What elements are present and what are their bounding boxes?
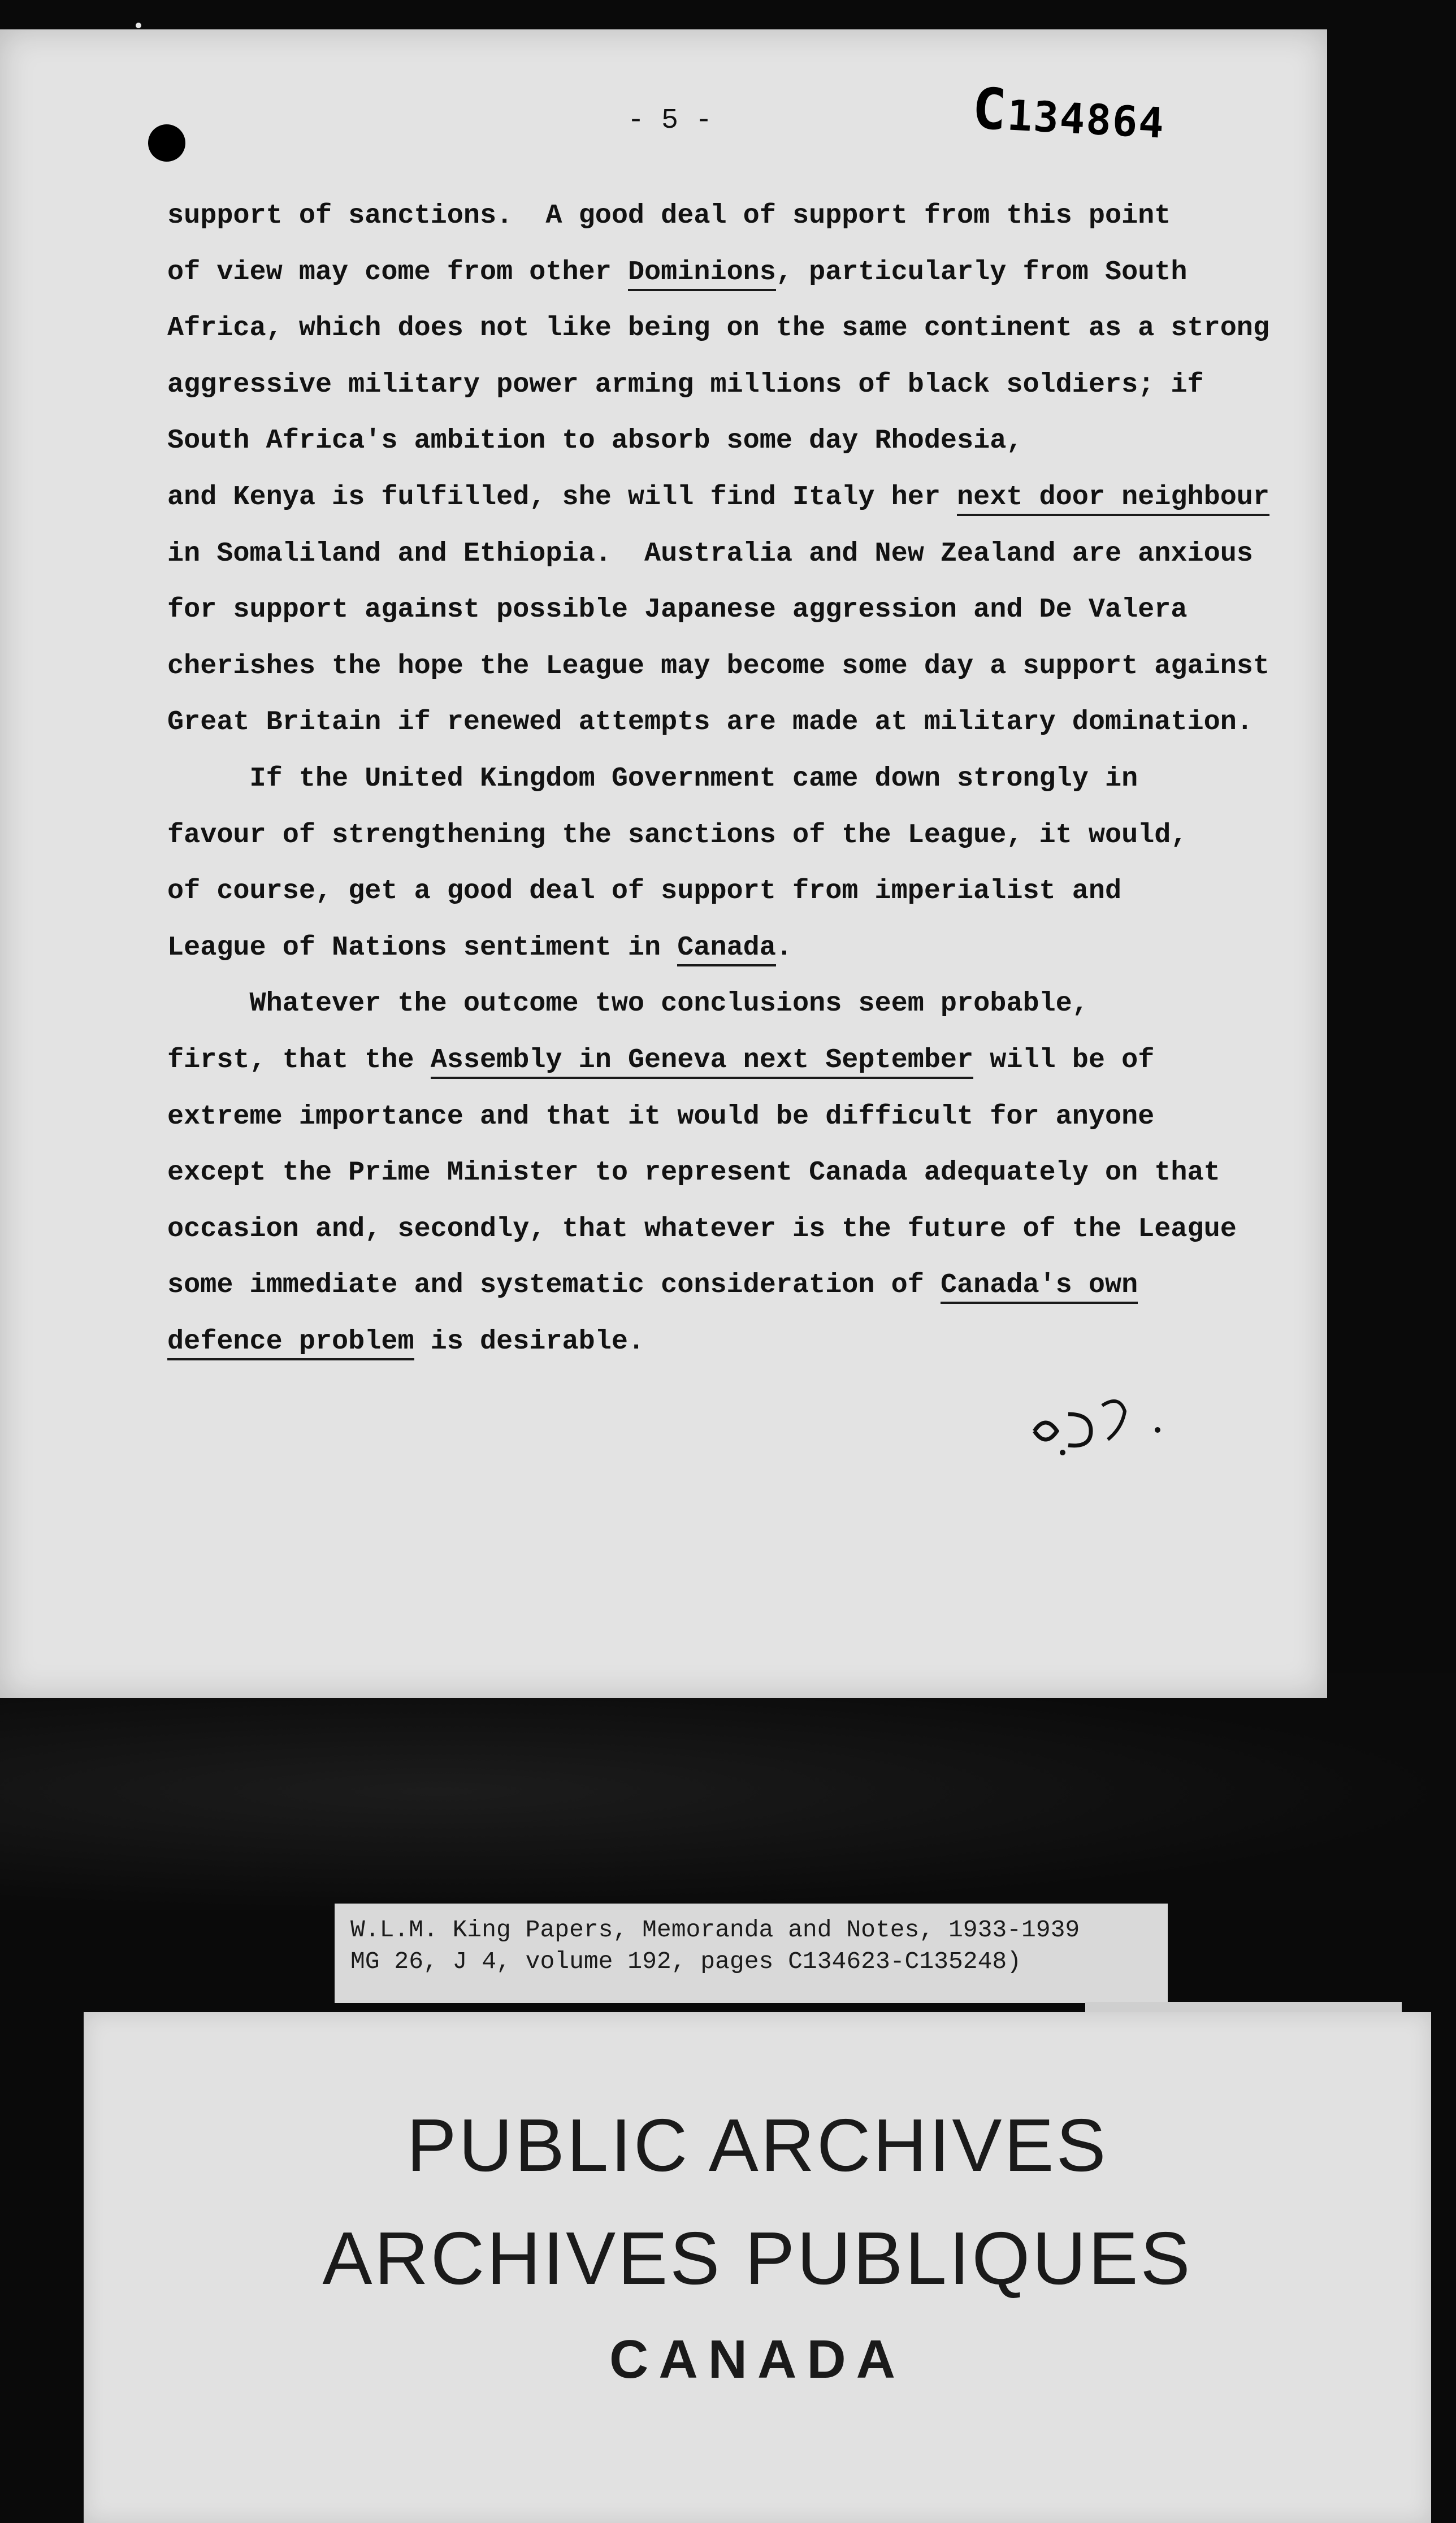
memo-line (167, 526, 1298, 582)
memo-text: cherishes the hope the League may become some day a support against (167, 650, 1270, 682)
handwritten-initials-signature (1023, 1375, 1193, 1465)
citation-line-2: MG 26, J 4, volume 192, pages C134623-C135248) (350, 1948, 1021, 1975)
memo-line (167, 188, 1298, 244)
underlined-text: Canada (677, 932, 776, 966)
card-title-english: PUBLIC ARCHIVES (406, 2104, 1108, 2187)
memo-line (167, 357, 1298, 413)
card-country: CANADA (609, 2329, 905, 2390)
memo-page (0, 29, 1327, 1698)
memo-line (167, 863, 1298, 920)
memo-text: . (775, 931, 792, 963)
memo-text: If the United Kingdom Government came down strongly in (167, 762, 1138, 794)
memo-line (167, 1032, 1298, 1089)
memo-line (167, 244, 1298, 301)
archives-card (84, 2012, 1431, 2523)
underlined-text: Canada's own (941, 1269, 1138, 1304)
punch-hole (148, 124, 185, 162)
memo-text: aggressive military power arming millions of black soldiers; if (167, 369, 1204, 400)
underlined-text: next door neighbour (957, 482, 1269, 516)
memo-text: favour of strengthening the sanctions of the League, it would, (167, 819, 1188, 851)
memo-text: Great Britain if renewed attempts are made at military domination. (167, 706, 1253, 738)
memo-text: support of sanctions. A good deal of support from this point (167, 200, 1171, 231)
memo-text: of course, get a good deal of support from imperialist and (167, 875, 1122, 907)
memo-body-text (167, 188, 1298, 1369)
film-speck (136, 23, 141, 28)
memo-line (167, 1201, 1298, 1258)
memo-text: for support against possible Japanese aggression and De Valera (167, 594, 1188, 626)
background-shadow (0, 1673, 1456, 1910)
memo-text: , particularly from South (775, 256, 1188, 288)
underlined-text: defence problem (167, 1326, 414, 1360)
memo-line (167, 807, 1298, 864)
underlined-text: Assembly in Geneva next September (431, 1044, 973, 1079)
memo-line (167, 694, 1298, 751)
memo-text: League of Nations sentiment in (167, 931, 678, 963)
memo-text: first, that the (167, 1044, 431, 1076)
memo-text: extreme importance and that it would be difficult for anyone (167, 1100, 1155, 1132)
memo-line (167, 413, 1298, 469)
memo-line (167, 751, 1298, 807)
memo-line (167, 638, 1298, 695)
memo-line (167, 976, 1298, 1032)
memo-line (167, 1313, 1298, 1370)
collection-citation-label (335, 1904, 1168, 2003)
memo-line (167, 300, 1298, 357)
memo-text: some immediate and systematic consideration of (167, 1269, 941, 1301)
card-title-french: ARCHIVES PUBLIQUES (322, 2217, 1193, 2300)
document-number-stamp: C134864 (970, 75, 1167, 148)
memo-line (167, 1257, 1298, 1313)
memo-text: in Somaliland and Ethiopia. Australia and New Zealand are anxious (167, 537, 1253, 569)
citation-line-1: W.L.M. King Papers, Memoranda and Notes, 1933-1939 (350, 1916, 1080, 1944)
memo-line (167, 469, 1298, 526)
underlined-text: Dominions (628, 257, 776, 291)
memo-text: Africa, which does not like being on the same continent as a strong (167, 313, 1270, 344)
memo-text: of view may come from other (167, 256, 628, 288)
memo-text: will be of (973, 1044, 1155, 1076)
memo-line (167, 1145, 1298, 1201)
memo-text: except the Prime Minister to represent Canada adequately on that (167, 1157, 1220, 1189)
page-number: - 5 - (627, 105, 713, 137)
memo-line (167, 920, 1298, 976)
memo-text: South Africa's ambition to absorb some day Rhodesia, (167, 425, 1023, 457)
memo-text: Whatever the outcome two conclusions seem probable, (167, 988, 1089, 1020)
memo-text: is desirable. (414, 1325, 645, 1357)
memo-text: and Kenya is fulfilled, she will find Italy her (167, 481, 957, 513)
memo-line (167, 582, 1298, 638)
memo-text: occasion and, secondly, that whatever is the future of the League (167, 1213, 1237, 1245)
memo-line (167, 1089, 1298, 1145)
